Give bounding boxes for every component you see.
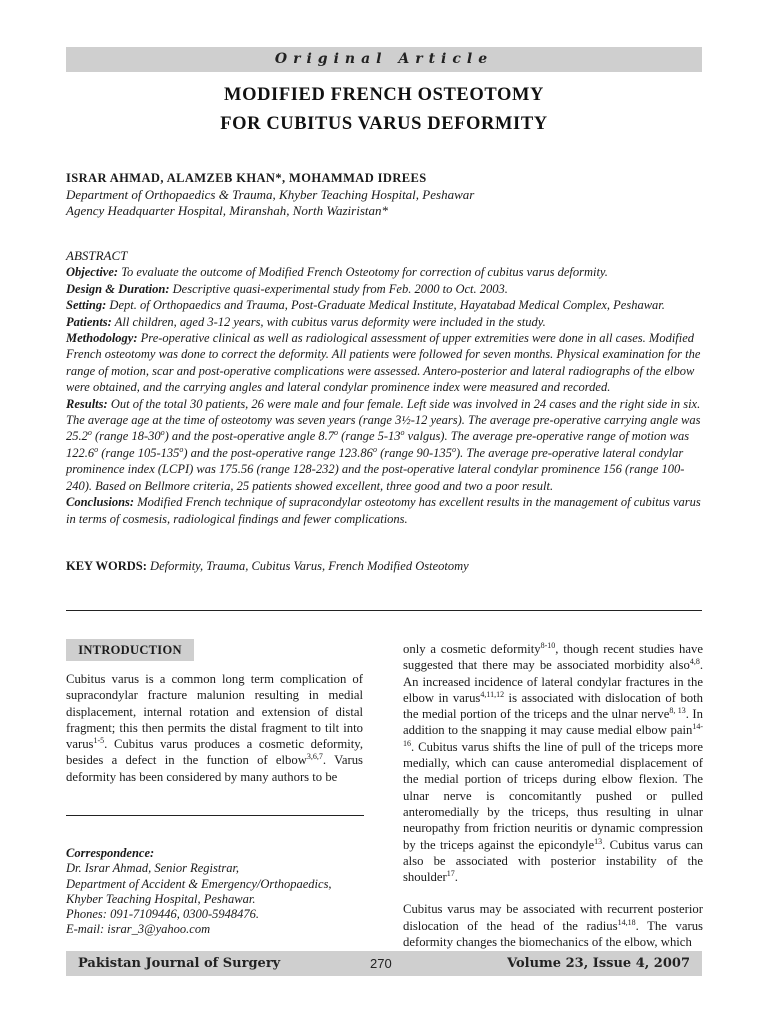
journal-name: Pakistan Journal of Surgery — [78, 956, 281, 971]
affiliation-2: Agency Headquarter Hospital, Miranshah, North Waziristan* — [66, 203, 388, 218]
page-number: 270 — [370, 956, 392, 971]
correspondence-heading: Correspondence: — [66, 846, 155, 860]
section-divider — [66, 610, 702, 611]
correspondence-block — [66, 846, 366, 938]
correspondence-line: Dr. Israr Ahmad, Senior Registrar, — [66, 861, 240, 876]
abstract — [66, 248, 706, 527]
article-title-line-2: FOR CUBITUS VARUS DEFORMITY — [220, 114, 548, 134]
correspondence-line: Department of Accident & Emergency/Orthopaedics, — [66, 876, 332, 891]
abstract-methodology: Methodology: Pre-operative clinical as well as radiological assessment of upper extremities were done in all cases. Modified French osteotomy was done to correct the deformity. All patients were followed for seven months. Physical examination for the range of motion, scar and post-operative complications were assessed. Antero-posterior and lateral radiographs of the elbow were obtained, and the carrying angles and lateral condylar prominence index were measured and recorded. — [66, 331, 701, 395]
correspondence-email: E-mail: israr_3@yahoo.com — [66, 922, 211, 937]
correspondence-line: Phones: 091-7109446, 0300-5948476. — [66, 907, 260, 922]
right-column-text — [403, 641, 703, 966]
abstract-objective: Objective: To evaluate the outcome of Modified French Osteotomy for correction of cubitus varus deformity. — [66, 265, 608, 280]
abstract-conclusions: Conclusions: Modified French technique of supracondylar osteotomy has excellent results in the management of cubitus varus in terms of cosmesis, radiological findings and fewer complications. — [66, 495, 701, 526]
introduction-heading: INTRODUCTION — [66, 639, 194, 661]
abstract-setting: Setting: Dept. of Orthopaedics and Trauma, Post-Graduate Medical Institute, Hayatabad Medical Complex, Peshawar. — [66, 298, 665, 313]
intro-paragraph-2: only a cosmetic deformity$^{8-10}$, though recent studies have suggested that there may be associated morbidity also$^{4,8}$. An increased incidence of lateral condylar fractures in the elbow in varus$^{4,11,12}$ is associated with dislocation of both the medial portion of the triceps and the ulnar nerve$^{8, 13}$. In addition to the snapping it may cause medial elbow pain$^{14-16}$. Cubitus varus shifts the line of pull of the triceps more medially, which can cause anteromedial displacement of the medial portion of triceps during elbow flexion. The ulnar nerve is concomitantly pushed or pulled anteromedially by the triceps, thus resulting in ulnar neuropathy from friction neuritis or dynamic compression by the triceps against the epicondyle$^{13}$. Cubitus varus can also be associated with posterior instability of the shoulder$^{17}$. — [403, 640, 703, 885]
abstract-heading: ABSTRACT — [66, 248, 128, 263]
affiliation-1: Department of Orthopaedics & Trauma, Khyber Teaching Hospital, Peshawar — [66, 187, 475, 202]
section-banner: Original Article — [66, 47, 702, 72]
abstract-results: Results: Out of the total 30 patients, 26 were male and four female. Left side was involved in 24 cases and the right side in six. The average age at the time of osteotomy was seven years (range 3½-12 years). The average pre-operative carrying angle was 25.2$^o$ (range 18-30$^o$) and the post-operative angle 8.7$^o$ (range 5-13$^o$ valgus). The average pre-operative range of motion was 122.6$^o$ (range 105-135$^o$) and the post-operative range 123.86$^o$ (range 90-135$^o$). The average pre-operative lateral condylar prominence index (LCPI) was 175.56 (range 128-232) and the post-operative lateral condylar prominence 156 (range 100-240). Based on Bellmore criteria, 25 patients showed excellent, three good and two a poor result. — [66, 396, 701, 493]
page-footer — [66, 951, 702, 976]
article-title-line-1: MODIFIED FRENCH OSTEOTOMY — [224, 85, 544, 105]
keywords: KEY WORDS: Deformity, Trauma, Cubitus Varus, French Modified Osteotomy — [66, 559, 469, 573]
author-list: ISRAR AHMAD, ALAMZEB KHAN*, MOHAMMAD IDREES — [66, 171, 427, 185]
correspondence-divider — [66, 815, 364, 816]
volume-issue: Volume 23, Issue 4, 2007 — [507, 956, 690, 971]
intro-paragraph-1: Cubitus varus is a common long term complication of supracondylar fracture malunion resulting in medial displacement, internal rotation and extension of distal fragment; this then permits the distal fragment to tilt into varus$^{1-5}$. Cubitus varus produces a cosmetic deformity, besides a defect in the function of elbow$^{3,6,7}$. Varus deformity has been considered by many authors to be — [66, 672, 363, 784]
left-column-text — [66, 671, 363, 801]
abstract-design: Design & Duration: Descriptive quasi-experimental study from Feb. 2000 to Oct. 2003. — [66, 281, 508, 296]
intro-paragraph-3: Cubitus varus may be associated with recurrent posterior dislocation of the head of the radius$^{14,18}$. The varus deformity changes the biomechanics of the elbow, which — [403, 902, 703, 950]
correspondence-line: Khyber Teaching Hospital, Peshawar. — [66, 891, 256, 906]
abstract-patients: Patients: All children, aged 3-12 years, with cubitus varus deformity were included in the study. — [66, 314, 546, 329]
